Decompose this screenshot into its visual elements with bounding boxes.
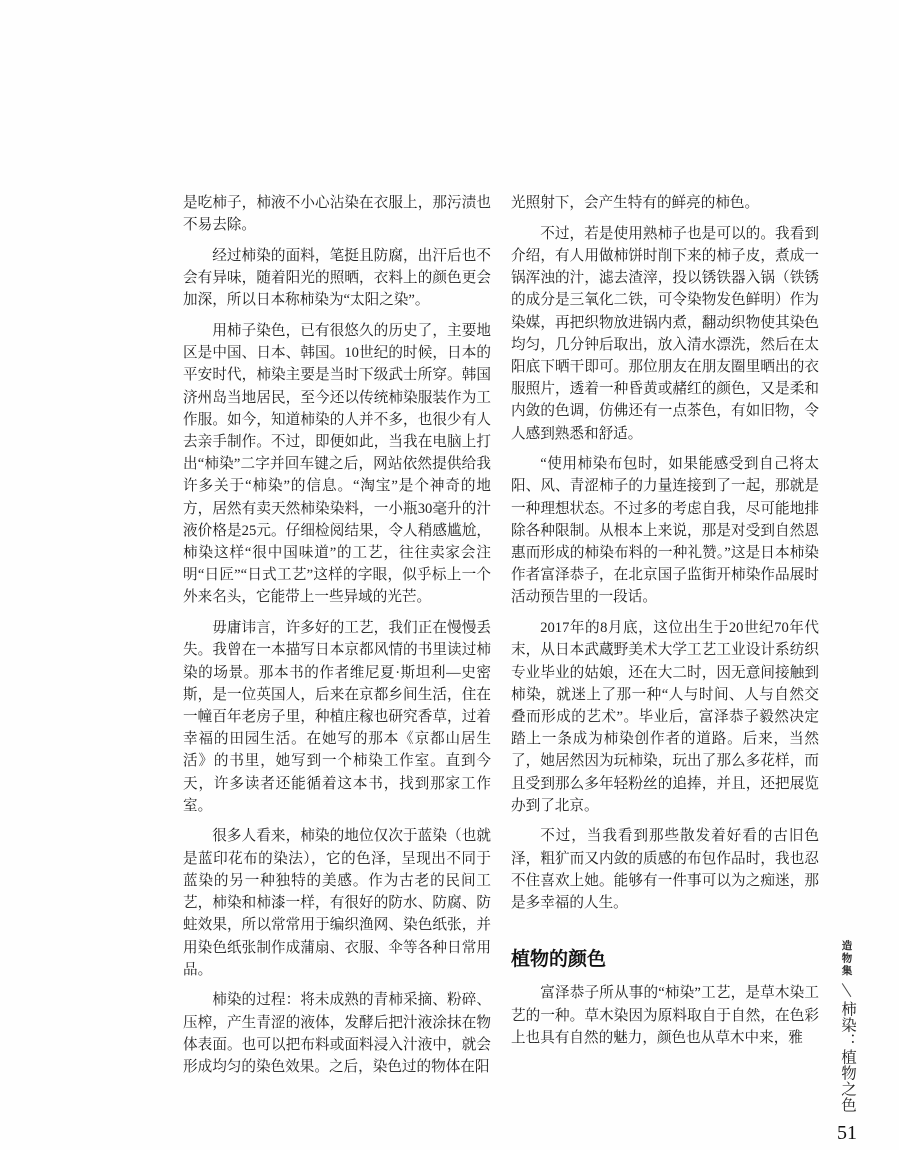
paragraph: 很多人看来，柿染的地位仅次于蓝染（也就是蓝印花布的染法），它的色泽，呈现出不同于蓝染的另一种独特的美感。作为古老的民间工艺，柿染和柿漆一样，有很好的防水、防腐、防蛀效果，所以常常用于编织渔网、染色纸张，并用染色纸张制作成蒲扇、衣服、伞等各种日常用品。 xyxy=(183,828,491,978)
article-title-vertical: 柿染：植物之色 xyxy=(839,1000,856,1113)
paragraph: 不过，当我看到那些散发着好看的古旧色泽，粗犷而又内敛的质感的布包作品时，我也忍不住喜欢上她。能够有一件事可以为之痴迷，那是多幸福的人生。 xyxy=(511,828,819,912)
paragraph: 光照射下，会产生特有的鲜亮的柿色。 xyxy=(511,195,760,211)
paragraph: 不过，若是使用熟柿子也是可以的。我看到介绍，有人用做柿饼时削下来的柿子皮，煮成一锅浑浊的汁，滤去渣滓，投以锈铁器入锅（铁锈的成分是三氧化二铁，可令染物发色鲜明）作为染媒，再把织物放进锅内煮，翻动织物使其染色均匀，几分钟后取出，放入清水漂洗，然后在太阳底下晒干即可。那位朋友在朋友圈里晒出的衣服照片，透着一种昏黄或赭红的颜色，又是柔和内敛的色调，仿佛还有一点茶色，有如旧物，令人感到熟悉和舒适。 xyxy=(511,225,819,442)
paragraph: “使用柿染布包时，如果能感受到自己将太阳、风、青涩柿子的力量连接到了一起，那就是一种理想状态。不过多的考虑自我，尽可能地排除各种限制。从根本上来说，那是对受到自然恩惠而形成的柿染布料的一种礼赞。”这是日本柿染作者富泽恭子，在北京国子监街开柿染作品展时活动预告里的一段话。 xyxy=(511,456,819,606)
page-number: 51 xyxy=(837,1121,857,1144)
paragraph: 用柿子染色，已有很悠久的历史了，主要地区是中国、日本、韩国。10世纪的时候，日本的平安时代，柿染主要是当时下级武士所穿。韩国济州岛当地居民，至今还以传统柿染服装作为工作服。如今，知道柿染的人并不多，也很少有人去亲手制作。不过，即便如此，当我在电脑上打出“柿染”二字并回车键之后，网站依然提供给我许多关于“柿染”的信息。“淘宝”是个神奇的地方，居然有卖天然柿染染料，一小瓶30毫升的汁液价格是25元。仔细检阅结果，令人稍感尴尬，柿染这样“很中国味道”的工艺，往往卖家会注明“日匠”“日式工艺”这样的字眼，似乎标上一个外来名头，它能带上一些异域的光芒。 xyxy=(183,323,491,606)
paragraph: 经过柿染的面料，笔挺且防腐，出汗后也不会有异味，随着阳光的照晒，衣料上的颜色更会加深，所以日本称柿染为“太阳之染”。 xyxy=(183,247,491,309)
paragraph: 柿染的过程：将未成熟的青柿采摘、粉碎、压榨，产生青涩的液体，发酵后把汁液涂抹在物体表面。也可以把布料或面料浸入汁液中，就会形成均匀的染色效果。之后，染色过的物体在阳 xyxy=(183,992,491,1076)
paragraph: 2017年的8月底，这位出生于20世纪70年代末，从日本武蔵野美术大学工艺工业设计系纺织专业毕业的姑娘，还在大二时，因无意间接触到柿染，就迷上了那一种“人与时间、人与自然交叠而形成的艺术”。毕业后，富泽恭子毅然决定踏上一条成为柿染创作者的道路。后来，当然了，她居然因为玩柿染，玩出了那么多花样，而且受到那么多年轻粉丝的追捧，并且，还把展览办到了北京。 xyxy=(511,620,819,814)
right-column xyxy=(511,192,819,1049)
paragraph: 是吃柿子，柿液不小心沾染在衣服上，那污渍也不易去除。 xyxy=(183,195,491,234)
paragraph: 富泽恭子所从事的“柿染”工艺，是草木染工艺的一种。草木染因为原料取自于自然，在色彩上也具有自然的魅力，颜色也从草木中来，雅 xyxy=(511,985,819,1046)
series-label: 造物集 xyxy=(840,940,853,978)
slash-divider-icon xyxy=(842,982,852,996)
left-column xyxy=(183,192,491,1078)
page-margin-sidebar xyxy=(830,940,864,1145)
paragraph: 毋庸讳言，许多好的工艺，我们正在慢慢丢失。我曾在一本描写日本京都风情的书里读过柿染的场景。那本书的作者维尼夏·斯坦利—史密斯，是一位英国人，后来在京都乡间生活，住在一幢百年老房子里，种植庄稼也研究香草，过着幸福的田园生活。在她写的那本《京都山居生活》的书里，她写到一个柿染工作室。直到今天，许多读者还能循着这本书，找到那家工作室。 xyxy=(183,620,491,814)
section-heading: 植物的颜色 xyxy=(511,949,607,971)
